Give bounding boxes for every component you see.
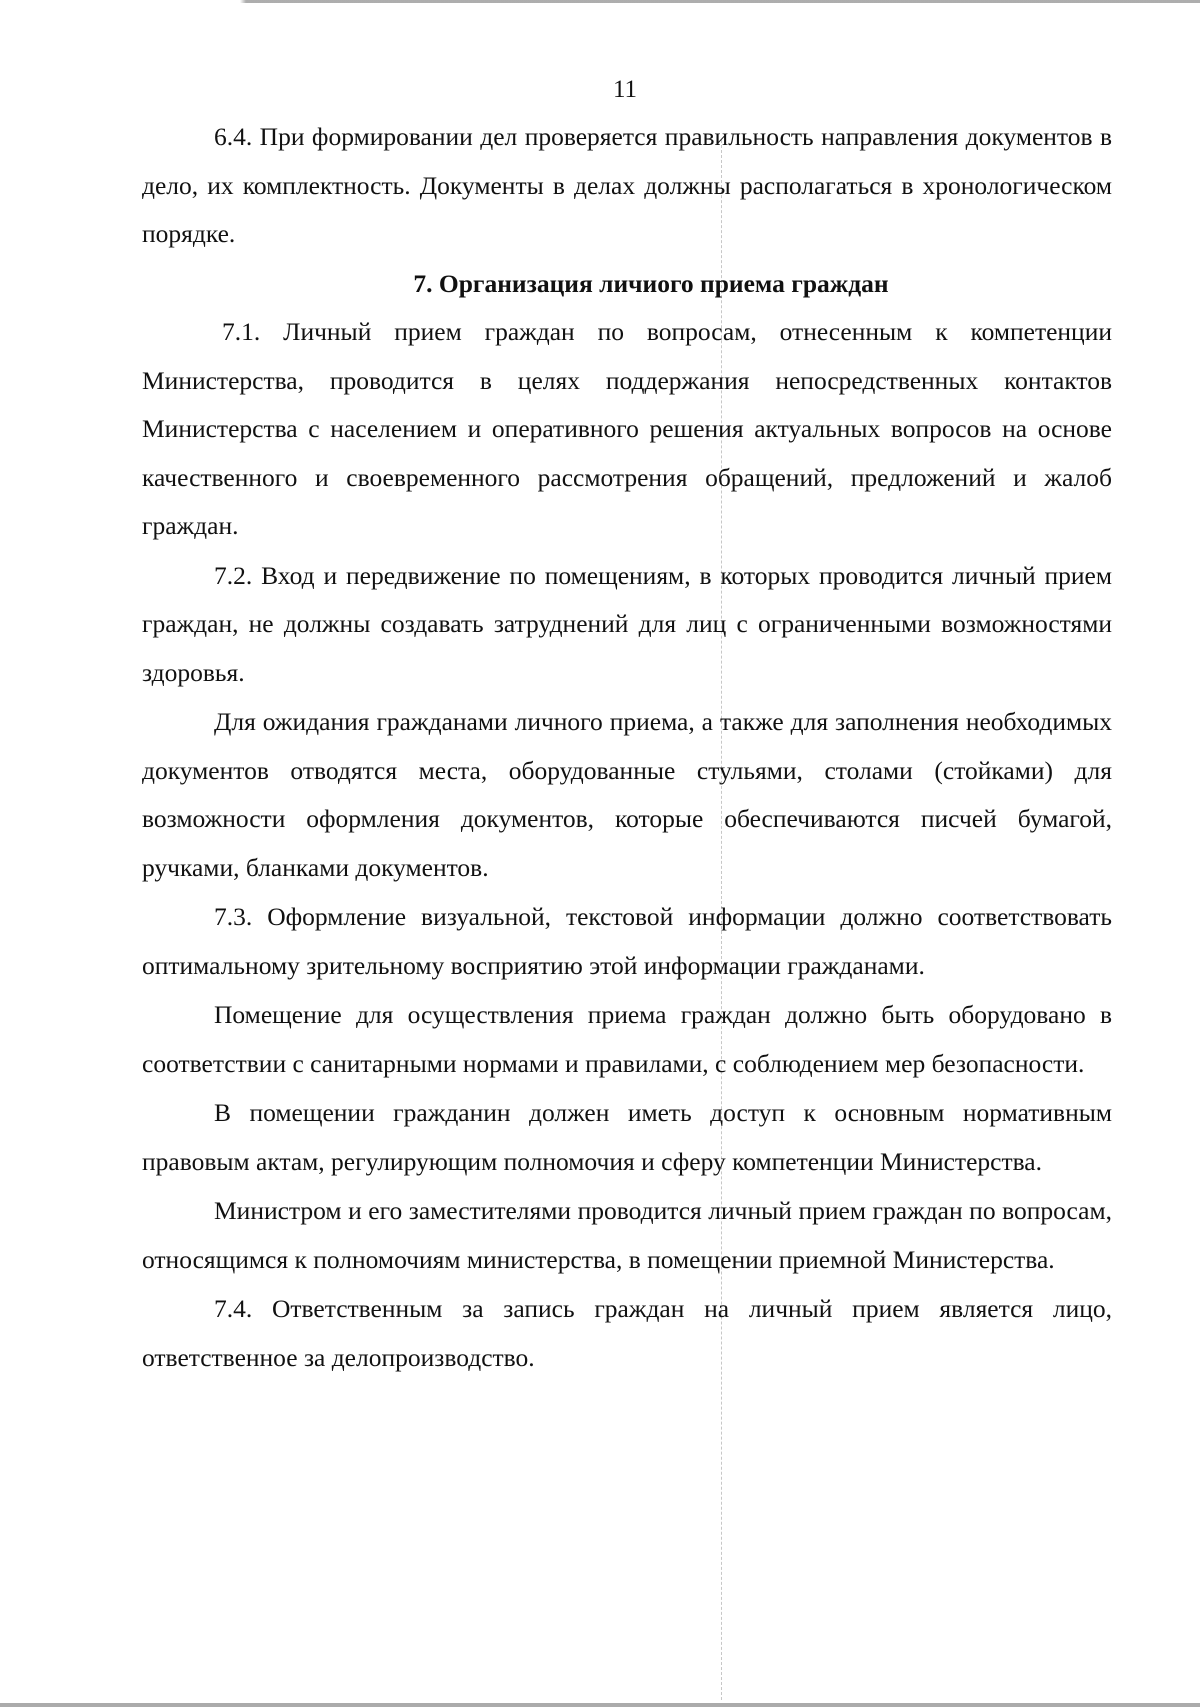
paragraph-7-2: 7.2. Вход и передвижение по помещениям, в которых проводится личный прием граждан, не должны создавать затруднений для лиц с ограниченными возможностями здоровья. xyxy=(142,560,1112,687)
section-heading: 7. Организация личиого приема граждан xyxy=(413,268,889,298)
paragraph-minister-reception: Министром и его заместителями проводится личный прием граждан по вопросам, относящимся к полномочиям министерства, в помещении приемной Министерства. xyxy=(142,1196,1112,1274)
paragraph-premises: Помещение для осуществления приема граждан должно быть оборудовано в соответствии с санитарными нормами и правилами, с соблюдением мер безопасности. xyxy=(142,1000,1112,1078)
paragraph-7-4: 7.4. Ответственным за запись граждан на личный прием является лицо, ответственное за делопроизводство. xyxy=(142,1294,1112,1372)
paragraph-7-3: 7.3. Оформление визуальной, текстовой информации должно соответствовать оптимальному зрительному восприятию этой информации гражданами. xyxy=(142,902,1112,980)
page-number: 11 xyxy=(612,76,638,103)
scan-bottom-edge xyxy=(0,1703,1200,1707)
paragraph-legal-acts: В помещении гражданин должен иметь доступ к основным нормативным правовым актам, регулирующим полномочия и сферу компетенции Министерства. xyxy=(142,1098,1112,1176)
paragraph-waiting-area: Для ожидания гражданами личного приема, а также для заполнения необходимых документов отводятся места, оборудованные стульями, столами (стойками) для возможности оформления документов, которые обеспечиваются писчей бумагой, ручками, бланками документов. xyxy=(142,707,1112,882)
paragraph-7-1: 7.1. Личный прием граждан по вопросам, отнесенным к компетенции Министерства, проводится в целях поддержания непосредственных контактов Министерства с населением и оперативного решения актуальных вопросов на основе качественного и своевременного рассмотрения обращений, предложений и жалоб граждан. xyxy=(142,317,1112,540)
paragraph-6-4: 6.4. При формировании дел проверяется правильность направления документов в дело, их комплектность. Документы в делах должны располагаться в хронологическом порядке. xyxy=(142,122,1112,248)
scan-top-edge xyxy=(0,0,1200,3)
document-body xyxy=(142,113,1112,1382)
